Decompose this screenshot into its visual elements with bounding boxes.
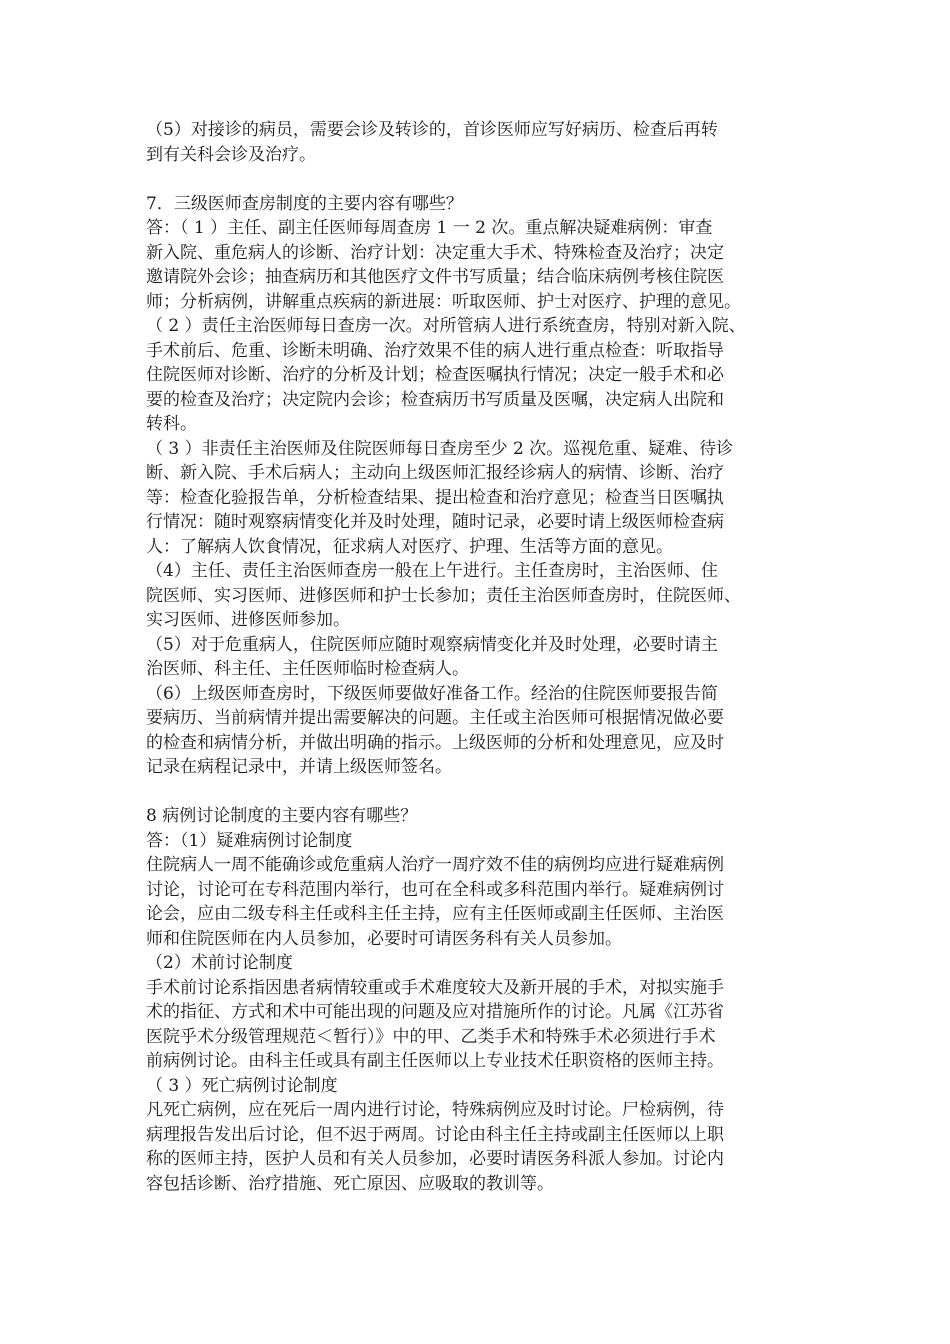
text-line: 答：（1）疑难病例讨论制度 [146,830,353,851]
text-line: 师和住院医师在内人员参加，必要时可请医务科有关人员参加。 [146,928,622,949]
section-referral [146,118,826,167]
text-line: 要的检查及治疗；决定院内会诊；检查病历书写质量及医嘱，决定病人出院和 [146,389,724,410]
text-line: 住院医师对诊断、治疗的分析及计划；检查医嘱执行情况；决定一般手术和必 [146,365,724,385]
text-line: 容包括诊断、治疗措施、死亡原因、应吸取的教训等。 [146,1173,554,1194]
text-line: 师；分析病例，讲解重点疾病的新进展：听取医师、护士对医疗、护理的意见。 [146,291,741,312]
section-q8-case-discussion [146,804,826,1196]
question-heading: 7．三级医师查房制度的主要内容有哪些？ [146,193,463,214]
text-line: 转科。 [146,414,197,434]
text-line: 论会，应由二级专科主任或科主任主持，应有主任医师或副主任医师、主治医 [146,904,724,924]
text-line: （5）对接诊的病员，需要会诊及转诊的，首诊医师应写好病历、检查后再转 [146,120,718,140]
text-line: 称的医师主持，医护人员和有关人员参加，必要时请医务科派人参加。讨论内 [146,1149,724,1169]
text-line: 到有关科会诊及治疗。 [146,144,316,165]
text-line: 人：了解病人饮食情况，征求病人对医疗、护理、生活等方面的意见。 [146,536,673,557]
document-page [146,118,826,1196]
text-line: 凡死亡病例，应在死后一周内进行讨论，特殊病例应及时讨论。尸检病例，待 [146,1100,724,1120]
text-line: 医院乎术分级管理规范＜暂行）》中的甲、乙类手术和特殊手术必须进行手术 [146,1026,716,1047]
text-line: （ 2 ）责任主治医师每日查房一次。对所管病人进行系统查房，特别对新入院、 [146,316,746,336]
text-line: 等：检查化验报告单，分析检查结果、提出检查和治疗意见；检查当日医嘱执 [146,487,724,508]
text-line: 治医师、科主任、主任医师临时检查病人。 [146,659,469,679]
text-line: 病理报告发出后讨论，但不迟于两周。讨论由科主任主持或副主任医师以上职 [146,1124,724,1145]
text-line: （6）上级医师查房时，下级医师要做好准备工作。经治的住院医师要报告简 [146,683,718,704]
text-line: （5）对于危重病人，住院医师应随时观察病情变化并及时处理，必要时请主 [146,634,718,655]
text-line: （4）主任、责任主治医师查房一般在上午进行。主任查房时，主治医师、住 [146,561,718,581]
text-line: （2）术前讨论制度 [146,953,293,973]
section-q7-ward-rounds [146,192,826,780]
text-line: 记录在病程记录中，并请上级医师签名。 [146,757,452,777]
text-line: 答：（ 1 ）主任、副主任医师每周查房 1 一 2 次。重点解决疑难病例：审查 [146,218,713,238]
text-line: 前病例讨论。由科主任或具有副主任医师以上专业技术任职资格的医师主持。 [146,1051,724,1071]
text-line: 术的指征、方式和术中可能出现的问题及应对措施所作的讨论。凡属《江苏省 [146,1002,724,1022]
text-line: 讨论，讨论可在专科范围内举行，也可在全科或多科范围内举行。疑难病例讨 [146,879,724,900]
text-line: 新入院、重危病人的诊断、治疗计划：决定重大手术、特殊检查及治疗；决定 [146,242,724,263]
text-line: 要病历、当前病情并提出需要解决的问题。主任或主治医师可根据情况做必要 [146,708,724,728]
text-line: （ 3 ）死亡病例讨论制度 [146,1075,338,1096]
question-heading: 8 病例讨论制度的主要内容有哪些？ [146,806,418,826]
text-line: （ 3 ）非责任主治医师及住院医师每日查房至少 2 次。巡视危重、疑难、待诊 [146,438,734,459]
text-line: 行情况：随时观察病情变化并及时处理，随时记录，必要时请上级医师检查病 [146,512,724,532]
text-line: 手术前讨论系指因患者病情较重或手术难度较大及新开展的手术，对拟实施手 [146,977,724,998]
text-line: 院医师、实习医师、进修医师和护士长参加；责任主治医师查房时，住院医师、 [146,585,741,606]
text-line: 断、新入院、手术后病人；主动向上级医师汇报经诊病人的病情、诊断、治疗 [146,463,724,483]
text-line: 住院病人一周不能确诊或危重病人治疗一周疗效不佳的病例均应进行疑难病例 [146,855,724,875]
text-line: 邀请院外会诊；抽查病历和其他医疗文件书写质量；结合临床病例考核住院医 [146,267,724,287]
text-line: 手术前后、危重、诊断未明确、治疗效果不佳的病人进行重点检查：听取指导 [146,340,724,361]
text-line: 实习医师、进修医师参加。 [146,610,350,630]
text-line: 的检查和病情分析，并做出明确的指示。上级医师的分析和处理意见，应及时 [146,732,724,753]
